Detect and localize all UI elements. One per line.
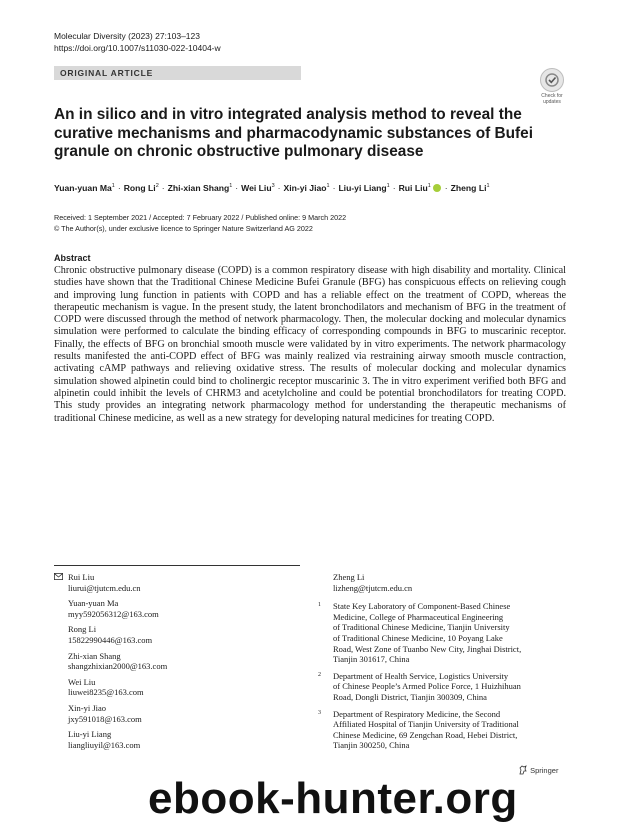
correspondence-email[interactable]: jxy591018@163.com (68, 713, 142, 724)
check-updates-label: Check for updates (541, 93, 563, 105)
author-affiliation-mark: 1 (486, 183, 490, 189)
check-updates-icon (540, 68, 564, 92)
correspondence-entry (68, 572, 304, 593)
author-name[interactable]: Rong Li (123, 182, 156, 193)
correspondence-entry (68, 677, 304, 698)
abstract-text: Chronic obstructive pulmonary disease (COPD) is a common respiratory disease with high disability and mortality. Clinical studies have shown that the Traditional Chinese Medicine Bufei Granule (BFG) has conspicuous effects on relieving cough and improving lung function in patients with COPD and has a reliable effect on the treatment of COPD, whereas the therapeutic mechanism is vague. In the present study, the latent bronchodilators and mechanism of BFG in the treatment of COPD were discussed through the method of network pharmacology. Then, the molecular docking and molecular dynamics simulation were performed to calculate the binding efficacy of corresponding compounds in BFG to muscarinic receptor. Finally, the effects of BFG on bronchial smooth muscle were validated by in vitro experiments. The network pharmacology results manifested the anti-COPD effect of BFG was mainly realized via restraining airway smooth muscle contraction, activating cAMP pathways and relieving oxidative stress. The results of molecular docking and molecular dynamics simulation showed alpinetin could bind to cholinergic receptor muscarinic 3. The in vitro experiment verified both BFG and alpinetin could inhibit the levels of CHRM3 and acetylcholine and could be potential bronchodilators for treating COPD. This study provides an integrating network pharmacology method for understanding the therapeutic mechanisms of traditional Chinese medicine, as well as a new strategy for developing natural medicines for treating COPD. (54, 265, 566, 424)
author-name[interactable]: Xin-yi Jiao (283, 182, 327, 193)
author-affiliation-mark: 1 (111, 183, 115, 189)
right-footnotes (318, 572, 568, 757)
correspondence-entry (68, 624, 304, 645)
correspondence-list (54, 572, 304, 755)
publisher-logo (518, 765, 558, 775)
correspondence-name: Liu-yi Liang (68, 729, 112, 740)
affiliation-line: Road, West Zone of Tuanbo New City, Jinghai District, (333, 643, 522, 654)
author-name[interactable]: Rui Liu (398, 182, 428, 193)
author-list (54, 180, 574, 194)
correspondence-email[interactable]: liuwei8235@163.com (68, 687, 144, 698)
correspondence-name: Zhi-xian Shang (68, 650, 121, 661)
correspondence-email[interactable]: liurui@tjutcm.edu.cn (68, 582, 141, 593)
author-separator: · (392, 182, 396, 193)
author-separator: · (161, 182, 165, 193)
affiliation-text (333, 601, 568, 665)
author-affiliation-mark: 2 (155, 183, 159, 189)
correspondence-email[interactable]: liangliuyil@163.com (68, 739, 141, 750)
copyright-line: © The Author(s), under exclusive licence to Springer Nature Switzerland AG 2022 (54, 223, 313, 233)
affiliation-line: State Key Laboratory of Component-Based Chinese (333, 601, 511, 612)
affiliation-line: Tianjin 300250, China (333, 740, 410, 751)
affiliation-entry (318, 709, 568, 751)
author-affiliation-mark: 1 (427, 183, 431, 189)
author-affiliation-mark: 1 (229, 183, 233, 189)
springer-horse-icon (518, 765, 528, 775)
affiliation-text (333, 671, 568, 703)
correspondence-name: Wei Liu (68, 676, 96, 687)
author-separator: · (277, 182, 281, 193)
author-separator: · (235, 182, 239, 193)
correspondence-name: Rui Liu (68, 572, 95, 582)
affiliation-entry (318, 671, 568, 703)
affiliation-number: 3 (318, 709, 321, 716)
correspondence-entry (68, 651, 304, 672)
journal-citation: Molecular Diversity (2023) 27:103–123 (54, 31, 200, 41)
affiliation-line: Department of Respiratory Medicine, the Second (333, 708, 501, 719)
affiliation-line: Department of Health Service, Logistics University (333, 670, 509, 681)
affiliation-line: of Chinese People’s Armed Police Force, 1 Huizhihuan (333, 681, 521, 692)
affiliation-line: of Traditional Chinese Medicine, 10 Poyang Lake (333, 632, 503, 643)
correspondence-entry (68, 729, 304, 750)
affiliation-text (333, 709, 568, 751)
affiliation-line: Affiliated Hospital of Tianjin University of Traditional (333, 719, 519, 730)
publisher-name: Springer (530, 766, 559, 775)
dates-line: Received: 1 September 2021 / Accepted: 7 February 2022 / Published online: 9 March 2022 (54, 213, 347, 222)
affiliation-number: 1 (318, 602, 321, 609)
affiliation-line: of Traditional Chinese Medicine, Tianjin University (333, 622, 510, 633)
affiliation-line: Road, Dongli District, Tianjin 300309, China (333, 691, 487, 702)
correspondence-name: Zheng Li (333, 572, 365, 582)
author-name[interactable]: Zhi-xian Shang (167, 182, 230, 193)
affiliation-number: 2 (318, 671, 321, 678)
footnote-divider (54, 565, 300, 566)
author-affiliation-mark: 1 (326, 183, 330, 189)
author-name[interactable]: Liu-yi Liang (338, 182, 387, 193)
author-affiliation-mark: 1 (386, 183, 390, 189)
correspondence-name: Yuan-yuan Ma (68, 598, 119, 609)
author-separator: · (444, 182, 448, 193)
correspondence-email[interactable]: 15822990446@163.com (68, 634, 153, 645)
author-separator: · (117, 182, 121, 193)
affiliation-line: Tianjin 301617, China (333, 654, 410, 665)
orcid-icon[interactable] (433, 184, 441, 192)
affiliations (318, 601, 568, 751)
affiliation-entry (318, 601, 568, 665)
envelope-icon (54, 573, 63, 580)
author-name[interactable]: Wei Liu (241, 182, 272, 193)
author-affiliation-mark: 3 (271, 183, 275, 189)
watermark: ebook-hunter.org (148, 774, 518, 823)
publication-dates (54, 213, 346, 234)
author-separator: · (332, 182, 336, 193)
journal-info (54, 30, 221, 54)
affiliation-line: Chinese Medicine, 69 Zengchan Road, Hebei District, (333, 729, 518, 740)
article-title: An in silico and in vitro integrated analysis method to reveal the curative mechanisms and pharmacodynamic substances of Bufei granule on chronic obstructive pulmonary disease (54, 106, 533, 160)
affiliation-line: Medicine, College of Pharmaceutical Engineering (333, 611, 504, 622)
correspondence-email[interactable]: shangzhixian2000@163.com (68, 661, 168, 672)
author-name[interactable]: Zheng Li (450, 182, 487, 193)
doi-link[interactable]: https://doi.org/10.1007/s11030-022-10404-w (54, 43, 221, 53)
author-name[interactable]: Yuan-yuan Ma (54, 182, 112, 193)
correspondence-name: Rong Li (68, 624, 97, 635)
correspondence-entry (68, 703, 304, 724)
correspondence-email[interactable]: myy592056312@163.com (68, 608, 159, 619)
abstract-heading: Abstract (54, 253, 91, 263)
correspondence-entry (333, 572, 568, 593)
article-type-banner: ORIGINAL ARTICLE (54, 66, 301, 80)
check-for-updates-badge[interactable] (537, 68, 567, 105)
correspondence-name: Xin-yi Jiao (68, 702, 107, 713)
correspondence-entry (68, 598, 304, 619)
correspondence-email[interactable]: lizheng@tjutcm.edu.cn (333, 582, 413, 593)
